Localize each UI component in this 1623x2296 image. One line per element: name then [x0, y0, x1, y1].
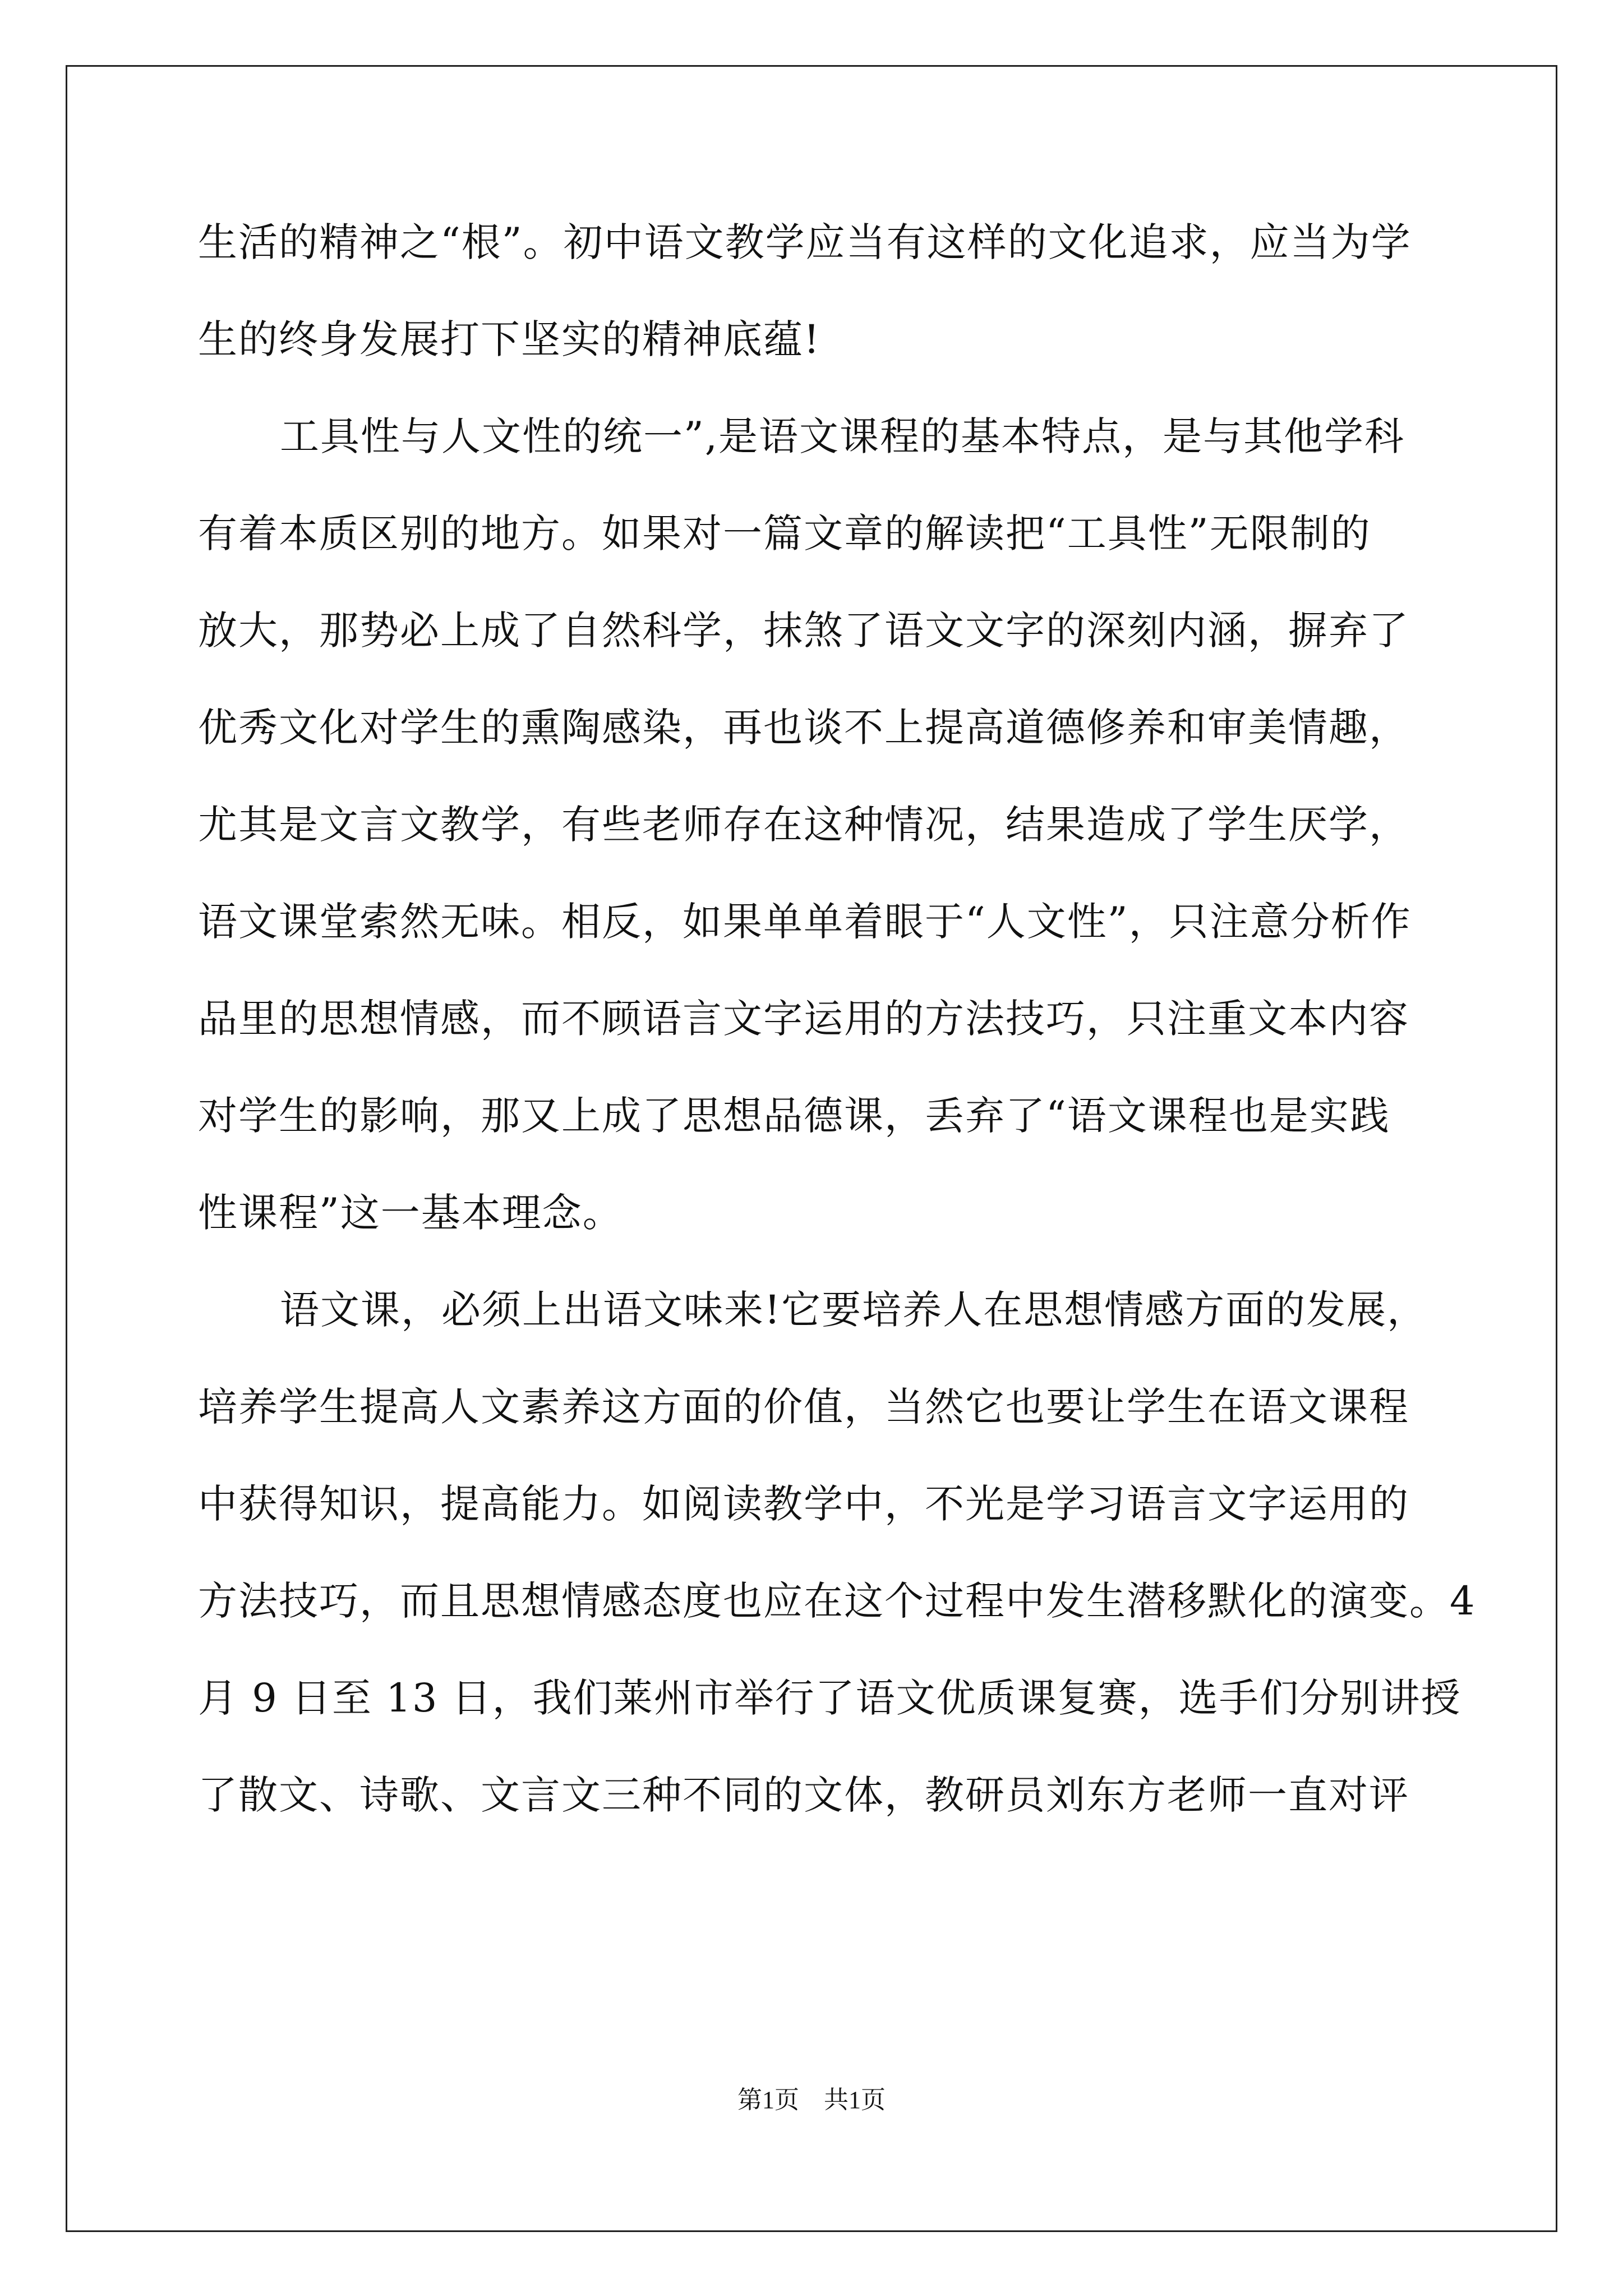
body-line: 优秀文化对学生的熏陶感染，再也谈不上提高道德修养和审美情趣， — [198, 705, 1409, 751]
page-total: 共1页 — [824, 2086, 886, 2114]
body-line: 方法技巧，而且思想情感态度也应在这个过程中发生潜移默化的演变。4 — [198, 1578, 1476, 1624]
body-line: 生的终身发展打下坚实的精神底蕴! — [198, 316, 821, 362]
body-line: 培养学生提高人文素养这方面的价值，当然它也要让学生在语文课程 — [198, 1384, 1409, 1430]
body-line: 性课程”这一基本理念。 — [198, 1190, 623, 1236]
body-line: 语文课，必须上出语文味来!它要培养人在思想情感方面的发展， — [280, 1287, 1428, 1333]
body-line: 生活的精神之“根”。初中语文教学应当有这样的文化追求，应当为学 — [198, 219, 1412, 265]
body-line: 语文课堂索然无味。相反，如果单单着眼于“人文性”，只注意分析作 — [198, 899, 1412, 945]
page-number: 第1页 — [737, 2086, 799, 2114]
body-line: 月 9 日至 13 日，我们莱州市举行了语文优质课复赛，选手们分别讲授 — [198, 1675, 1461, 1721]
body-line: 尤其是文言文教学，有些老师存在这种情况，结果造成了学生厌学， — [198, 802, 1409, 848]
body-line: 了散文、诗歌、文言文三种不同的文体，教研员刘东方老师一直对评 — [198, 1772, 1409, 1818]
body-line: 放大，那势必上成了自然科学，抹煞了语文文字的深刻内涵，摒弃了 — [198, 608, 1409, 654]
body-line: 有着本质区别的地方。如果对一篇文章的解读把“工具性”无限制的 — [198, 510, 1371, 556]
document-body — [198, 219, 1476, 1872]
body-line: 中获得知识，提高能力。如阅读教学中，不光是学习语言文字运用的 — [198, 1481, 1409, 1527]
body-line: 对学生的影响，那又上成了思想品德课，丢弃了“语文课程也是实践 — [198, 1093, 1390, 1139]
body-line: 工具性与人文性的统一”,是语文课程的基本特点，是与其他学科 — [280, 413, 1405, 459]
body-line: 品里的思想情感，而不顾语言文字运用的方法技巧，只注重文本内容 — [198, 996, 1409, 1042]
page-footer — [0, 2086, 1623, 2114]
